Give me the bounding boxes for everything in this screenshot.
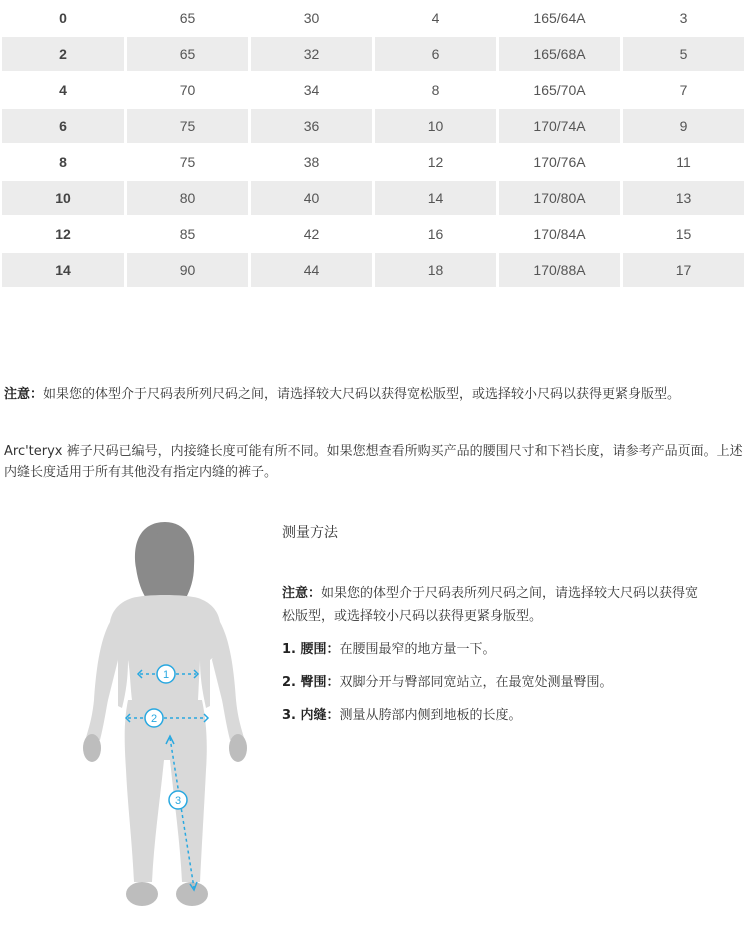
- table-row: [0, 36, 750, 72]
- table-cell-size: 8: [59, 154, 67, 170]
- how-to-measure: [282, 522, 702, 737]
- table-cell-size: 0: [59, 10, 67, 26]
- howto-item-text: 在腰围最窄的地方量一下。: [339, 642, 496, 657]
- table-cell: 34: [303, 82, 320, 98]
- measurement-figure: [60, 510, 280, 940]
- table-cell: 5: [623, 37, 744, 71]
- size-note: [4, 384, 750, 405]
- note-text: 如果您的体型介于尺码表所列尺码之间，请选择较大尺码以获得宽松版型，或选择较小尺码以获得更紧身版型。: [43, 387, 681, 402]
- table-cell: 9: [623, 109, 744, 143]
- table-cell: 70: [179, 82, 196, 98]
- table-cell-size: 2: [2, 37, 124, 71]
- table-cell: 6: [375, 37, 496, 71]
- howto-item-inseam: [282, 704, 702, 727]
- table-cell: 165/68A: [499, 37, 620, 71]
- table-cell: 15: [675, 226, 692, 242]
- table-cell: 170/80A: [499, 181, 620, 215]
- table-cell: 7: [679, 82, 688, 98]
- table-cell: 42: [303, 226, 320, 242]
- table-cell: 65: [127, 37, 248, 71]
- table-cell: 4: [431, 10, 440, 26]
- inseam-note-text: Arc'teryx 裤子尺码已编号，内接缝长度可能有所不同。如果您想查看所购买产品的腰围尺寸和下裆长度，请参考产品页面。上述内缝长度适用于所有其他没有指定内缝的裤子。: [4, 444, 743, 480]
- table-row: [0, 0, 750, 36]
- howto-note-text: 如果您的体型介于尺码表所列尺码之间，请选择较大尺码以获得宽松版型，或选择较小尺码以获得更紧身版型。: [282, 586, 699, 624]
- howto-item-label: 3. 内缝：: [282, 708, 340, 723]
- table-cell-size: 14: [2, 253, 124, 287]
- table-cell: 170/76A: [533, 154, 586, 170]
- table-cell: 80: [127, 181, 248, 215]
- table-cell: 18: [375, 253, 496, 287]
- table-cell: 3: [679, 10, 688, 26]
- marker-3: 3: [174, 795, 182, 807]
- table-cell: 165/64A: [533, 10, 586, 26]
- table-cell: 40: [251, 181, 372, 215]
- table-cell: 75: [127, 109, 248, 143]
- table-cell: 13: [623, 181, 744, 215]
- table-cell: 10: [375, 109, 496, 143]
- howto-item-text: 测量从胯部内侧到地板的长度。: [339, 708, 522, 723]
- table-cell-size: 12: [55, 226, 71, 242]
- howto-item-label: 1. 腰围：: [282, 642, 340, 657]
- table-cell: 170/74A: [499, 109, 620, 143]
- howto-item-text: 双脚分开与臀部同宽站立，在最宽处测量臀围。: [339, 675, 613, 690]
- table-cell-size: 10: [2, 181, 124, 215]
- table-cell: 170/84A: [533, 226, 586, 242]
- inseam-note: [4, 441, 750, 483]
- marker-2: 2: [150, 713, 158, 725]
- table-row: [0, 108, 750, 144]
- size-table: [0, 0, 750, 288]
- table-cell: 14: [375, 181, 496, 215]
- table-cell: 30: [303, 10, 320, 26]
- table-cell: 8: [431, 82, 440, 98]
- table-cell: 90: [127, 253, 248, 287]
- marker-1: 1: [162, 669, 170, 681]
- howto-item-label: 2. 臀围：: [282, 675, 340, 690]
- table-row: [0, 180, 750, 216]
- table-row: [0, 252, 750, 288]
- table-cell: 170/88A: [499, 253, 620, 287]
- table-row: [0, 216, 750, 252]
- table-cell: 85: [179, 226, 196, 242]
- table-row: [0, 72, 750, 108]
- howto-item-hip: [282, 671, 702, 694]
- table-cell: 32: [251, 37, 372, 71]
- howto-note: [282, 582, 702, 628]
- howto-note-label: 注意：: [282, 586, 322, 601]
- note-label: 注意：: [4, 387, 44, 402]
- table-cell: 17: [623, 253, 744, 287]
- table-cell-size: 6: [2, 109, 124, 143]
- table-cell: 65: [179, 10, 196, 26]
- table-cell: 38: [303, 154, 320, 170]
- table-cell: 165/70A: [533, 82, 586, 98]
- howto-item-waist: [282, 638, 702, 661]
- table-cell: 75: [179, 154, 196, 170]
- how-to-measure-title: 测量方法: [282, 525, 338, 541]
- table-cell-size: 4: [59, 82, 67, 98]
- table-cell: 16: [427, 226, 444, 242]
- body-illustration: [60, 510, 280, 940]
- table-cell: 12: [427, 154, 444, 170]
- table-row: [0, 144, 750, 180]
- table-cell: 36: [251, 109, 372, 143]
- table-cell: 11: [676, 154, 691, 170]
- table-cell: 44: [251, 253, 372, 287]
